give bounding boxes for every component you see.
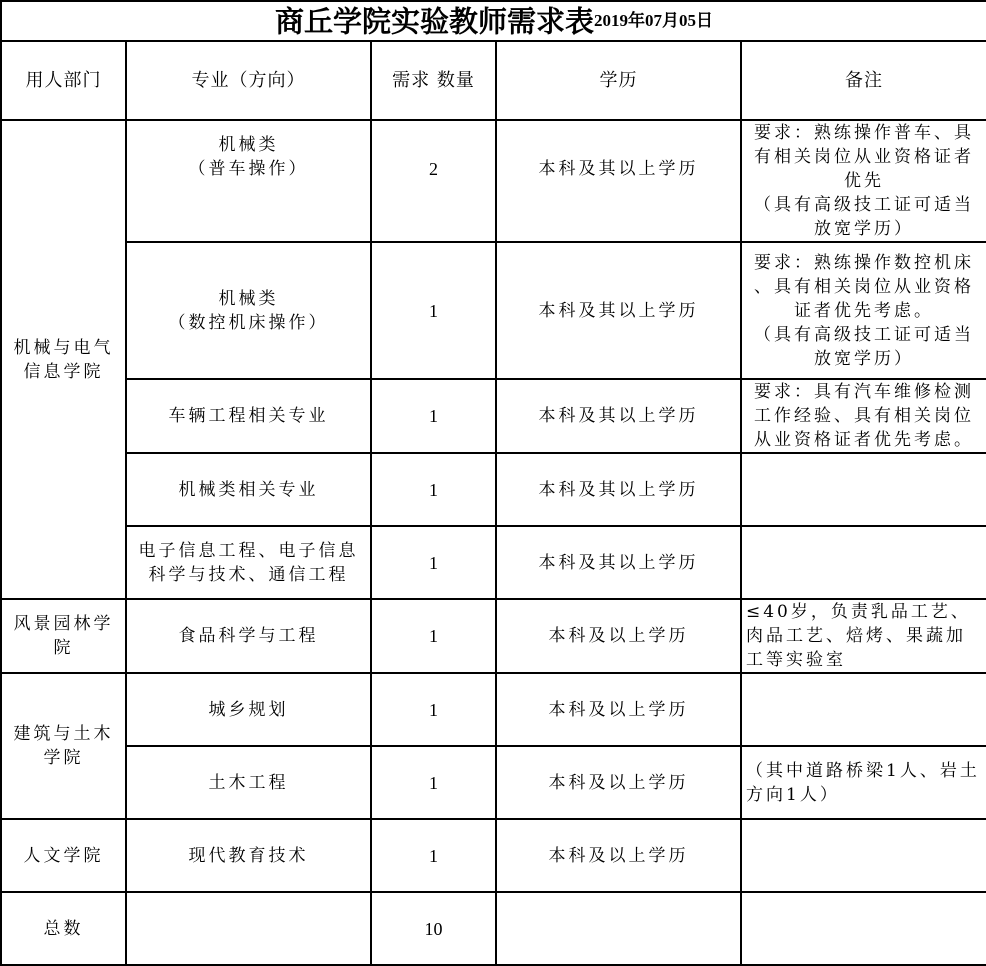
- major-cell[interactable]: [126, 453, 371, 526]
- total-quantity-cell[interactable]: [371, 892, 496, 965]
- total-remarks-cell[interactable]: [741, 892, 986, 965]
- quantity-value: 1: [429, 699, 438, 720]
- major-cell[interactable]: [126, 673, 371, 746]
- quantity-cell[interactable]: [371, 526, 496, 599]
- remarks-cell[interactable]: [741, 120, 986, 242]
- spacer: [503, 181, 734, 205]
- quantity-value: 1: [429, 406, 438, 426]
- table-row: [1, 526, 986, 599]
- remark-line: 优先: [844, 171, 884, 191]
- remark-line: 要求：熟练操作数控机床: [754, 252, 974, 273]
- education-value: 本科及其以上学历: [538, 406, 699, 426]
- major-line: 城乡规划: [208, 699, 289, 720]
- remark-line: 、具有相关岗位从业资格: [754, 276, 974, 297]
- quantity-cell[interactable]: [371, 819, 496, 892]
- education-cell[interactable]: [496, 599, 741, 673]
- remarks-cell[interactable]: [741, 379, 986, 453]
- major-line: 电子信息工程、电子信息: [138, 540, 359, 561]
- major-line: 机械类: [218, 288, 279, 309]
- total-label: 总数: [43, 918, 84, 939]
- header-remarks[interactable]: 备注: [741, 41, 986, 120]
- major-line: （普车操作）: [188, 159, 309, 179]
- table-row: [1, 673, 986, 746]
- quantity-cell[interactable]: [371, 120, 496, 242]
- major-line: 食品科学与工程: [178, 626, 319, 646]
- remark-line: 要求：具有汽车维修检测: [754, 382, 974, 402]
- quantity-value: 1: [429, 479, 438, 500]
- remark-line: 从业资格证者优先考虑。: [754, 430, 974, 450]
- remark-line: 工等实验室: [746, 650, 846, 670]
- quantity-cell[interactable]: [371, 599, 496, 673]
- quantity-value: 1: [429, 552, 438, 573]
- major-line: 车辆工程相关专业: [168, 406, 329, 426]
- department-name-line: 学院: [43, 748, 84, 768]
- table-row: [1, 242, 986, 379]
- department-name-line: 建筑与土木: [13, 724, 114, 744]
- education-cell[interactable]: [496, 242, 741, 379]
- remark-line: 放宽学历）: [814, 219, 914, 239]
- education-cell[interactable]: [496, 379, 741, 453]
- header-quantity[interactable]: 需求 数量: [371, 41, 496, 120]
- remark-line: 肉品工艺、焙烤、果蔬加: [746, 626, 966, 646]
- major-cell[interactable]: [126, 746, 371, 819]
- table-date: 2019年07月05日: [594, 10, 714, 30]
- quantity-value: 1: [429, 772, 438, 793]
- total-education-cell[interactable]: [496, 892, 741, 965]
- remarks-cell[interactable]: [741, 453, 986, 526]
- education-cell[interactable]: [496, 819, 741, 892]
- education-value: 本科及以上学历: [548, 772, 689, 793]
- quantity-cell[interactable]: [371, 746, 496, 819]
- remark-line: （其中道路桥梁1人、岩土: [746, 760, 980, 781]
- quantity-value: 2: [429, 159, 438, 179]
- quantity-cell[interactable]: [371, 379, 496, 453]
- education-value: 本科及其以上学历: [538, 300, 699, 321]
- quantity-value: 1: [429, 845, 438, 866]
- quantity-cell[interactable]: [371, 453, 496, 526]
- department-cell[interactable]: [1, 673, 126, 819]
- education-value: 本科及其以上学历: [538, 479, 699, 500]
- spacer: [378, 181, 489, 205]
- department-name-line: 院: [53, 638, 74, 658]
- major-cell[interactable]: [126, 526, 371, 599]
- header-row: [1, 41, 986, 120]
- remark-line: （具有高级技工证可适当: [754, 195, 974, 215]
- department-name-line: 信息学院: [23, 361, 104, 382]
- department-name-line: 机械与电气: [13, 337, 114, 358]
- remark-line: ≤40岁，负责乳品工艺、: [746, 602, 971, 622]
- spacer: [133, 181, 364, 229]
- major-line: （数控机床操作）: [168, 312, 329, 333]
- total-major-cell[interactable]: [126, 892, 371, 965]
- header-education[interactable]: 学历: [496, 41, 741, 120]
- department-name-line: 风景园林学: [13, 614, 114, 634]
- education-value: 本科及其以上学历: [538, 552, 699, 573]
- major-line: 科学与技术、通信工程: [148, 564, 349, 585]
- education-value: 本科及以上学历: [548, 845, 689, 866]
- major-line: 土木工程: [208, 772, 289, 793]
- remark-line: （具有高级技工证可适当: [754, 324, 974, 345]
- table-row: [1, 599, 986, 673]
- major-line: 机械类: [218, 135, 279, 155]
- table-title: 商丘学院实验教师需求表: [275, 4, 595, 39]
- major-cell[interactable]: [126, 819, 371, 892]
- remark-line: 工作经验、具有相关岗位: [754, 406, 974, 426]
- title-row: [1, 1, 986, 41]
- major-line: 机械类相关专业: [178, 479, 319, 500]
- major-cell[interactable]: [126, 120, 371, 242]
- department-cell[interactable]: [1, 599, 126, 673]
- quantity-value: 1: [429, 626, 438, 646]
- major-cell[interactable]: [126, 379, 371, 453]
- remarks-cell[interactable]: [741, 599, 986, 673]
- remark-line: 要求：熟练操作普车、具: [754, 123, 974, 143]
- education-cell[interactable]: [496, 120, 741, 242]
- table-row: [1, 453, 986, 526]
- total-row: [1, 892, 986, 965]
- remarks-cell[interactable]: [741, 819, 986, 892]
- department-name-line: 人文学院: [23, 845, 104, 866]
- remarks-cell[interactable]: [741, 746, 986, 819]
- remarks-cell[interactable]: [741, 526, 986, 599]
- education-value: 本科及其以上学历: [538, 159, 699, 179]
- major-line: 现代教育技术: [188, 845, 309, 866]
- education-value: 本科及以上学历: [548, 626, 689, 646]
- remark-line: 放宽学历）: [814, 348, 914, 369]
- quantity-value: 1: [429, 300, 438, 321]
- table-row: [1, 746, 986, 819]
- major-cell[interactable]: [126, 599, 371, 673]
- education-cell[interactable]: [496, 746, 741, 819]
- table-row: [1, 819, 986, 892]
- total-label-cell[interactable]: [1, 892, 126, 965]
- quantity-cell[interactable]: [371, 673, 496, 746]
- title-cell[interactable]: [1, 1, 986, 41]
- department-cell[interactable]: [1, 819, 126, 892]
- major-cell[interactable]: [126, 242, 371, 379]
- education-cell[interactable]: [496, 673, 741, 746]
- table-row: [1, 120, 986, 242]
- department-cell[interactable]: [1, 120, 126, 599]
- header-department[interactable]: 用人部门: [1, 41, 126, 120]
- total-quantity: 10: [424, 918, 443, 939]
- quantity-cell[interactable]: [371, 242, 496, 379]
- education-cell[interactable]: [496, 526, 741, 599]
- remarks-cell[interactable]: [741, 242, 986, 379]
- remark-line: 证者优先考虑。: [794, 300, 934, 321]
- education-value: 本科及以上学历: [548, 699, 689, 720]
- education-cell[interactable]: [496, 453, 741, 526]
- remark-line: 有相关岗位从业资格证者: [754, 147, 974, 167]
- remarks-cell[interactable]: [741, 673, 986, 746]
- remark-line: 方向1人）: [746, 784, 840, 805]
- header-major[interactable]: 专业（方向）: [126, 41, 371, 120]
- table-row: [1, 379, 986, 453]
